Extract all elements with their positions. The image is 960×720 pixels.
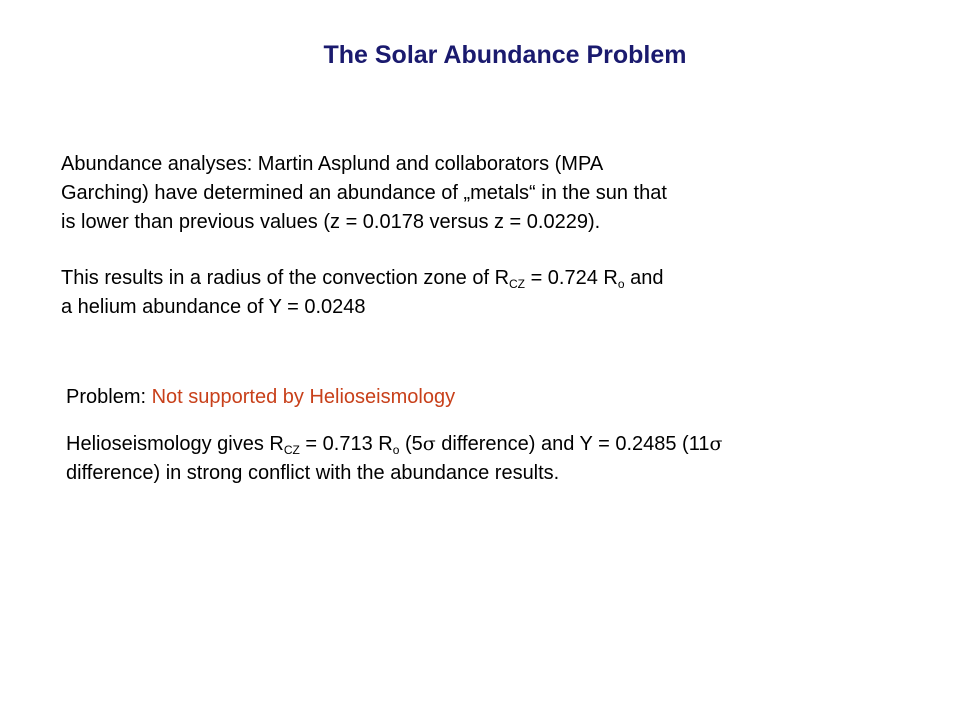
sun-subscript: o xyxy=(617,277,625,291)
sun-subscript: o xyxy=(392,443,400,457)
paragraph1-line-3: is lower than previous values (z = 0.0178 versus z = 0.0229). xyxy=(61,211,601,233)
paragraph2-text-c: and xyxy=(624,267,664,289)
helio-text-b: = 0.713 R xyxy=(299,433,393,455)
helio-text-c: (5 xyxy=(399,433,423,455)
convection-zone-paragraph xyxy=(61,264,891,322)
problem-highlight: Not supported by Helioseismology xyxy=(151,386,456,408)
abundance-analyses-paragraph xyxy=(61,150,891,237)
helio-line-2: difference) in strong conflict with the abundance results. xyxy=(66,462,560,484)
paragraph2-text-b: = 0.724 R xyxy=(525,267,618,289)
cz-subscript: CZ xyxy=(509,277,526,291)
slide-title: The Solar Abundance Problem xyxy=(323,41,687,69)
helioseismology-paragraph xyxy=(66,430,936,488)
sigma-symbol: σ xyxy=(709,433,723,455)
cz-subscript: CZ xyxy=(283,443,300,457)
paragraph2-text-a: This results in a radius of the convection zone of R xyxy=(61,267,510,289)
paragraph2-line-2: a helium abundance of Y = 0.0248 xyxy=(61,296,366,318)
sigma-symbol: σ xyxy=(422,433,436,455)
problem-label: Problem: xyxy=(66,386,152,408)
helio-text-a: Helioseismology gives R xyxy=(66,433,284,455)
helio-text-d: difference) and Y = 0.2485 (11 xyxy=(435,433,710,455)
paragraph1-line-1: Abundance analyses: Martin Asplund and collaborators (MPA xyxy=(61,153,604,175)
paragraph1-line-2: Garching) have determined an abundance of „metals“ in the sun that xyxy=(61,182,667,204)
problem-statement xyxy=(66,383,916,412)
